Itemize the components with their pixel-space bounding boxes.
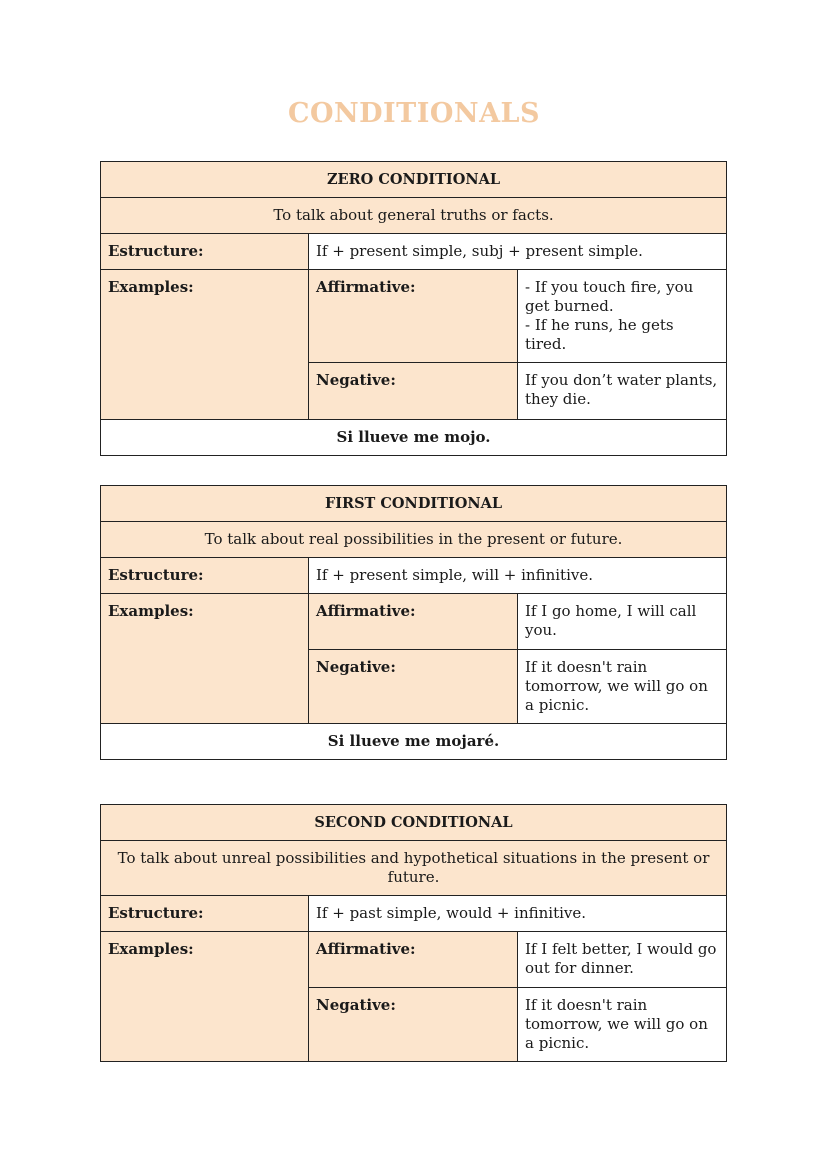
- structure-formula: If + present simple, will + infinitive.: [309, 558, 727, 594]
- table-heading: FIRST CONDITIONAL: [101, 486, 727, 522]
- first-conditional-table: [100, 485, 727, 760]
- affirmative-example: [518, 270, 727, 363]
- negative-label: Negative:: [309, 988, 518, 1062]
- negative-example: If it doesn't rain tomorrow, we will go on a picnic.: [518, 650, 727, 724]
- structure-label: Estructure:: [101, 896, 309, 932]
- affirmative-example-line: If I felt better, I would go out for dinner.: [525, 940, 717, 977]
- spanish-translation: Si llueve me mojo.: [101, 420, 727, 456]
- affirmative-label: Affirmative:: [309, 932, 518, 988]
- affirmative-example-line: If I go home, I will call you.: [525, 602, 697, 639]
- affirmative-example: [518, 932, 727, 988]
- second-conditional-table: [100, 804, 727, 1062]
- table-description: To talk about unreal possibilities and hypothetical situations in the present or future.: [101, 841, 727, 896]
- page-title: CONDITIONALS: [287, 98, 541, 129]
- affirmative-label: Affirmative:: [309, 270, 518, 363]
- examples-label: Examples:: [101, 270, 309, 420]
- structure-formula: If + present simple, subj + present simple.: [309, 234, 727, 270]
- structure-label: Estructure:: [101, 234, 309, 270]
- affirmative-example-line: - If you touch fire, you get burned.: [525, 278, 694, 315]
- affirmative-example-line: - If he runs, he gets tired.: [525, 316, 674, 353]
- table-heading: ZERO CONDITIONAL: [101, 162, 727, 198]
- negative-label: Negative:: [309, 363, 518, 420]
- structure-label: Estructure:: [101, 558, 309, 594]
- negative-example: If it doesn't rain tomorrow, we will go on a picnic.: [518, 988, 727, 1062]
- examples-label: Examples:: [101, 932, 309, 1062]
- table-description: To talk about real possibilities in the present or future.: [101, 522, 727, 558]
- negative-example: If you don’t water plants, they die.: [518, 363, 727, 420]
- examples-label: Examples:: [101, 594, 309, 724]
- table-description: To talk about general truths or facts.: [101, 198, 727, 234]
- zero-conditional-table: [100, 161, 727, 456]
- spanish-translation: Si llueve me mojaré.: [101, 724, 727, 760]
- structure-formula: If + past simple, would + infinitive.: [309, 896, 727, 932]
- affirmative-example: [518, 594, 727, 650]
- table-heading: SECOND CONDITIONAL: [101, 805, 727, 841]
- affirmative-label: Affirmative:: [309, 594, 518, 650]
- negative-label: Negative:: [309, 650, 518, 724]
